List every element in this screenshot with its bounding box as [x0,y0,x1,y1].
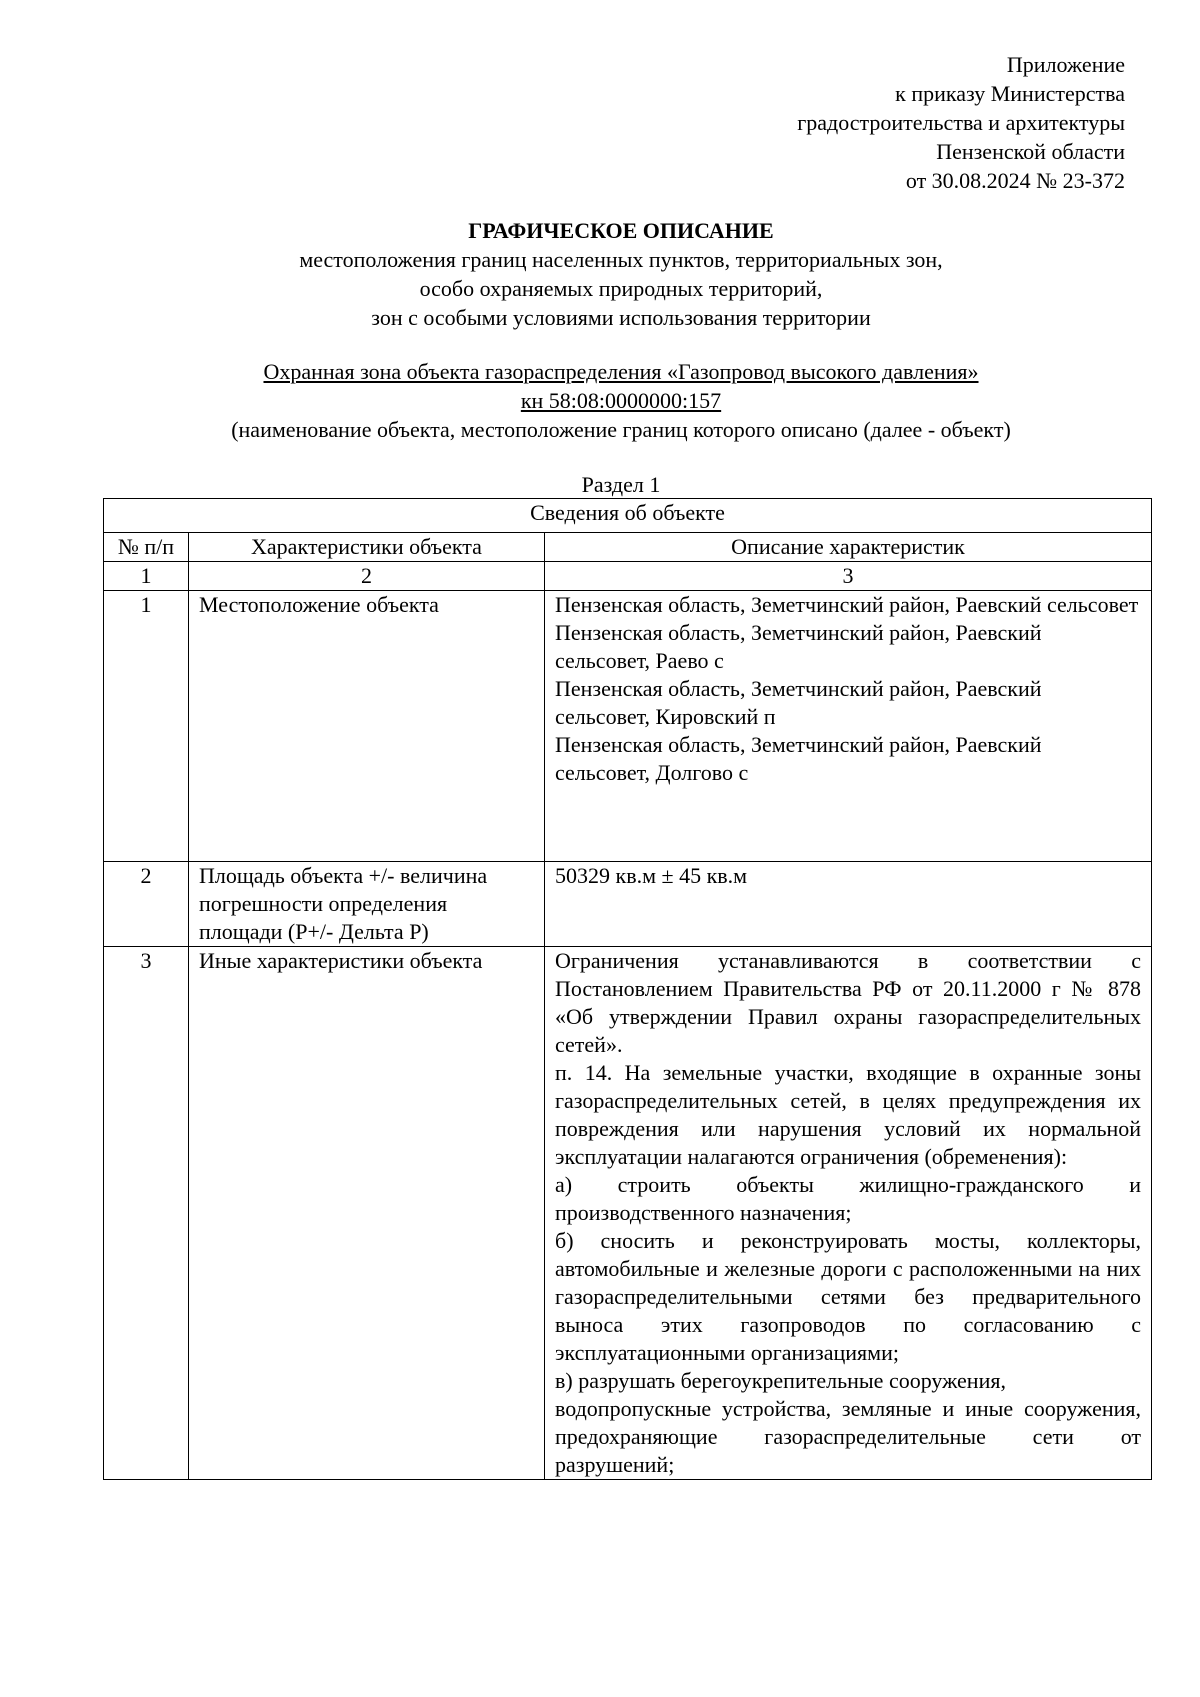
column-number: 2 [189,562,545,591]
subtitle-line: зон с особыми условиями использования территории [371,305,871,330]
object-caption: (наименование объекта, местоположение границ которого описано (далее - объект) [231,417,1011,442]
object-info-table [103,498,1152,1480]
table-row [104,862,1152,947]
row-characteristic: Иные характеристики объекта [189,947,545,1480]
table-header-row [104,533,1152,562]
object-name: Охранная зона объекта газораспределения «Газопровод высокого давления» [263,359,979,384]
location-line: Пензенская область, Земетчинский район, Раевский сельсовет, Кировский п [555,676,1042,729]
location-line: Пензенская область, Земетчинский район, Раевский сельсовет, Раево с [555,620,1042,673]
appendix-header [605,50,1125,195]
restriction-paragraph: а) строить объекты жилищно-гражданского и производственного назначения; [555,1172,1142,1225]
subtitle-line: местоположения границ населенных пунктов, территориальных зон, [299,247,943,272]
column-header: № п/п [104,533,189,562]
row-characteristic: Местоположение объекта [189,591,545,862]
appendix-line: Пензенской области [936,139,1125,164]
table-row [104,591,1152,862]
row-characteristic: Площадь объекта +/- величина погрешности определения площади (Р+/- Дельта Р) [189,862,545,947]
section-label: Раздел 1 [581,472,661,497]
appendix-line: Приложение [1006,52,1125,77]
row-description [545,591,1152,862]
document-title: ГРАФИЧЕСКОЕ ОПИСАНИЕ [468,218,774,243]
table-row [104,947,1152,1480]
location-line: Пензенская область, Земетчинский район, Раевский сельсовет, Долгово с [555,732,1042,785]
appendix-line: градостроительства и архитектуры [797,110,1125,135]
object-name-block [96,357,1146,444]
row-number: 1 [104,591,189,862]
table-column-number-row [104,562,1152,591]
area-value: 50329 кв.м ± 45 кв.м [555,863,748,888]
restriction-paragraph: б) сносить и реконструировать мосты, коллекторы, автомобильные и железные дороги с расположенными на них газораспределительными сетями без предварительного выноса этих газопроводов по согласованию с эксплуатационными организациями; [555,1228,1142,1365]
cadastral-number: кн 58:08:0000000:157 [520,388,722,413]
table-heading: Сведения об объекте [104,499,1152,533]
column-header: Описание характеристик [545,533,1152,562]
appendix-line: от 30.08.2024 № 23-372 [905,168,1125,193]
row-number: 3 [104,947,189,1480]
row-description [545,947,1152,1480]
row-description [545,862,1152,947]
column-header: Характеристики объекта [189,533,545,562]
title-block [96,216,1146,332]
column-number: 1 [104,562,189,591]
restriction-paragraph: водопропускные устройства, земляные и иные сооружения, предохраняющие газораспределительные сети от разрушений; [555,1396,1142,1477]
appendix-line: к приказу Министерства [895,81,1125,106]
restriction-paragraph: Ограничения устанавливаются в соответствии с Постановлением Правительства РФ от 20.11.2000 г № 878 «Об утверждении Правил охраны газораспределительных сетей». [555,948,1142,1057]
column-number: 3 [545,562,1152,591]
location-line: Пензенская область, Земетчинский район, Раевский сельсовет [555,592,1139,617]
table-heading-row [104,499,1152,533]
subtitle-line: особо охраняемых природных территорий, [419,276,823,301]
restriction-paragraph: п. 14. На земельные участки, входящие в охранные зоны газораспределительных сетей, в целях предупреждения их повреждения или нарушения условий их нормальной эксплуатации налагаются ограничения (обременения): [555,1060,1142,1169]
row-number: 2 [104,862,189,947]
restriction-paragraph: в) разрушать берегоукрепительные сооружения, [555,1368,1006,1393]
